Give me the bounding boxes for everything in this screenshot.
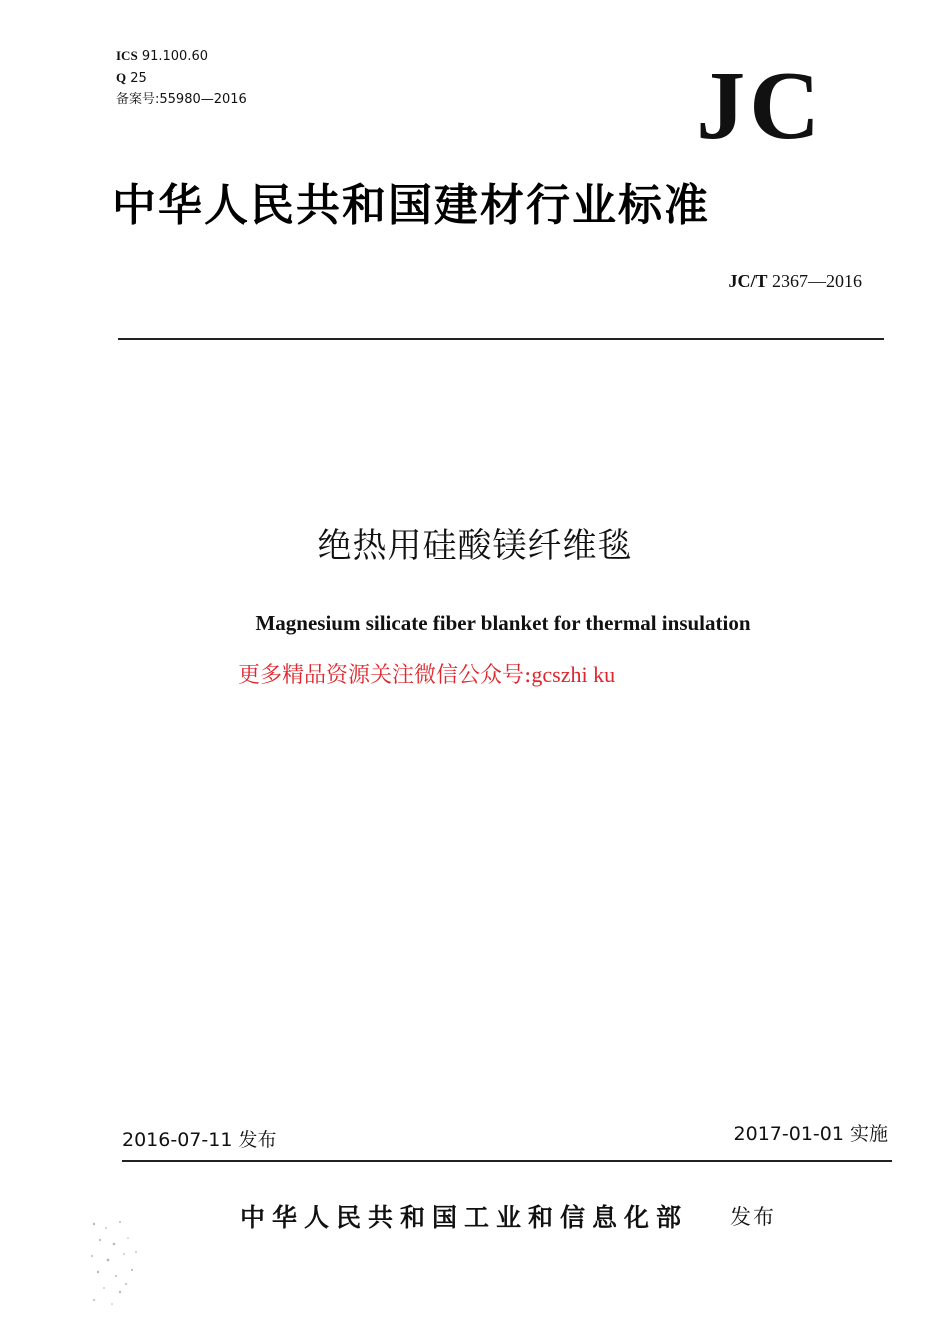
ics-label: ICS <box>116 48 138 63</box>
bottom-divider <box>122 1160 892 1162</box>
ccs-value: 25 <box>130 71 147 86</box>
standard-number <box>728 268 862 294</box>
filing-number: 备案号:55980—2016 <box>116 92 247 107</box>
scan-noise <box>86 1218 146 1308</box>
ccs-code <box>116 68 147 89</box>
document-title-cn: 绝热用硅酸镁纤维毯 <box>317 526 633 566</box>
document-title-en: Magnesium silicate fiber blanket for thermal insulation <box>255 611 751 635</box>
top-divider <box>118 338 884 340</box>
jc-logo: JC <box>696 52 824 160</box>
promo-text-cn: 更多精品资源关注微信公众号: <box>238 663 532 688</box>
effective-date: 2017-01-01 实施 <box>733 1123 888 1145</box>
promo-text <box>238 658 615 693</box>
standard-number-value: 2367—2016 <box>772 271 862 291</box>
ics-value: 91.100.60 <box>141 49 208 64</box>
standard-title: 中华人民共和国建材行业标准 <box>112 180 710 231</box>
promo-text-en: gcszhi ku <box>531 662 616 687</box>
ics-code <box>116 46 208 67</box>
issuing-authority: 中华人民共和国工业和信息化部 <box>240 1203 689 1232</box>
ccs-label: Q <box>116 70 127 85</box>
issuer-suffix: 发布 <box>730 1205 776 1229</box>
standard-number-prefix: JC/T <box>728 271 768 291</box>
publish-date: 2016-07-11 发布 <box>122 1129 277 1151</box>
